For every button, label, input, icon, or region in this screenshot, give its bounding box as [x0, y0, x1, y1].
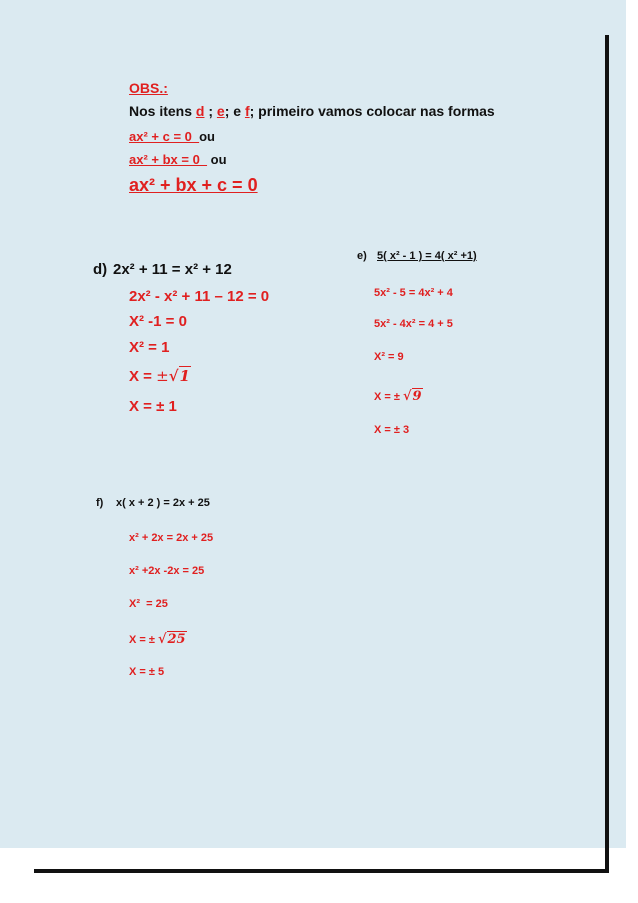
obs-ref-d: d: [195, 103, 205, 119]
obs-sep-1: ;: [204, 103, 217, 119]
item-d-step-2: X² -1 = 0: [129, 313, 187, 330]
obs-form-3: ax² + bx + c = 0: [129, 175, 258, 195]
sqrt-symbol: √: [157, 632, 167, 647]
sqrt-symbol: √: [402, 389, 412, 404]
obs-title: OBS.:: [129, 80, 168, 96]
obs-ref-e: e: [216, 103, 225, 119]
obs-ref-f: f: [244, 103, 250, 119]
sqrt-symbol: √: [168, 367, 179, 385]
obs-form-2: [129, 152, 227, 167]
item-e-equation: 5( x² - 1 ) = 4( x² +1): [377, 250, 477, 262]
item-d-step-1: 2x² - x² + 11 – 12 = 0: [129, 288, 270, 305]
sqrt-expression: [158, 631, 187, 647]
bottom-border-line: [34, 869, 609, 873]
sqrt-expression: [403, 388, 423, 404]
sqrt-argument: 25: [167, 632, 186, 647]
plus-minus-symbol: ±: [156, 367, 169, 385]
item-f-step-2: x² +2x -2x = 25: [129, 565, 205, 577]
item-f-label: f): [96, 497, 104, 509]
item-e-step-1: 5x² - 5 = 4x² + 4: [374, 287, 453, 299]
item-f-step-3: X² = 25: [129, 598, 168, 610]
item-d-step-4-pre: X =: [129, 368, 157, 385]
sqrt-expression: [169, 367, 191, 385]
obs-text-2: ; primeiro vamos colocar nas formas: [249, 103, 495, 119]
item-e-step-2: 5x² - 4x² = 4 + 5: [374, 318, 453, 330]
item-d-step-4: [129, 367, 191, 385]
obs-form-1: [129, 129, 215, 144]
item-f-step-1: x² + 2x = 2x + 25: [129, 532, 214, 544]
sqrt-argument: 9: [412, 389, 422, 404]
form-1-text: ax² + c = 0: [129, 129, 200, 144]
item-f-step-4-pre: X = ±: [129, 634, 158, 646]
obs-sep-2: ; e: [224, 103, 245, 119]
item-e-step-3: X² = 9: [374, 351, 404, 363]
right-border-line: [605, 35, 609, 873]
form-1-ou: ou: [199, 129, 215, 144]
form-2-text: ax² + bx = 0: [129, 152, 208, 167]
item-d-equation: 2x² + 11 = x² + 12: [113, 261, 232, 278]
item-f-equation: x( x + 2 ) = 2x + 25: [116, 497, 210, 509]
item-d-step-5: X = ± 1: [129, 398, 177, 415]
obs-text-1: Nos itens: [129, 103, 196, 119]
item-f-step-5: X = ± 5: [129, 666, 165, 678]
item-f-step-4: [129, 631, 187, 647]
form-2-ou: ou: [207, 152, 227, 167]
item-e-step-4: [374, 388, 423, 404]
item-e-step-5: X = ± 3: [374, 424, 410, 436]
item-d-step-3: X² = 1: [129, 339, 170, 356]
item-e-label: e): [357, 250, 367, 262]
obs-instructions: [129, 103, 495, 119]
item-e-step-4-pre: X = ±: [374, 391, 403, 403]
sqrt-argument: 1: [179, 367, 190, 385]
item-d-label: d): [93, 261, 108, 278]
